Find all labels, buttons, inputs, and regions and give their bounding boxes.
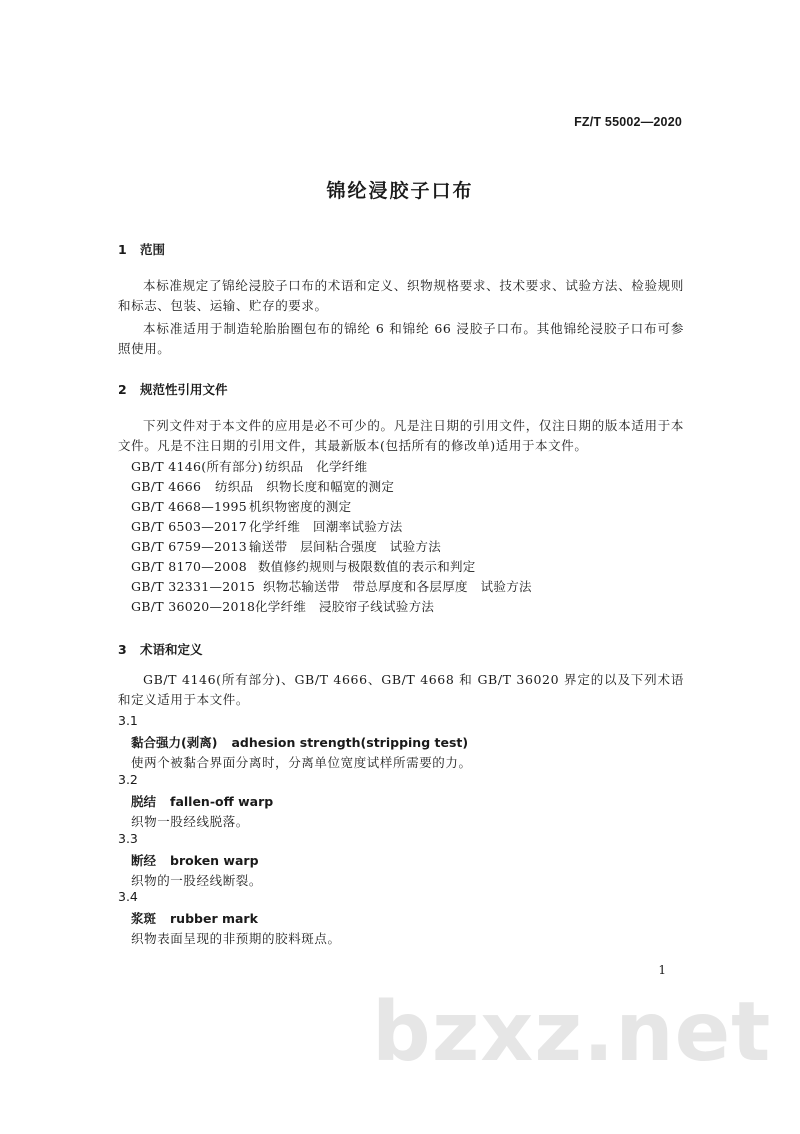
scope-paragraph-2: 本标准适用于制造轮胎胎圈包布的锦纶 6 和锦纶 66 浸胶子口布。其他锦纶浸胶子口布可参照使用。: [118, 321, 684, 356]
section-number: 2: [118, 382, 127, 397]
page-number: 1: [658, 963, 666, 977]
section-title: 规范性引用文件: [140, 382, 228, 397]
site-watermark: bzxz.net: [372, 985, 772, 1080]
section-number: 3: [118, 642, 127, 657]
section-heading-terms: [118, 640, 203, 658]
refs-intro: 下列文件对于本文件的应用是必不可少的。凡是注日期的引用文件，仅注日期的版本适用于本文件。凡是不注日期的引用文件，其最新版本(包括所有的修改单)适用于本文件。: [118, 418, 684, 453]
reference-item: GB/T 36020—2018化学纤维 浸胶帘子线试验方法: [131, 599, 435, 614]
reference-item: GB/T 4668—1995 机织物密度的测定: [131, 499, 352, 514]
term-number: 3.3: [118, 831, 138, 846]
reference-item: GB/T 4146(所有部分) 纺织品 化学纤维: [131, 459, 368, 474]
terms-intro: GB/T 4146(所有部分)、GB/T 4666、GB/T 4668 和 GB/T 36020 界定的以及下列术语和定义适用于本文件。: [118, 672, 684, 707]
section-number: 1: [118, 242, 127, 257]
term-definition: 织物表面呈现的非预期的胶料斑点。: [131, 931, 341, 946]
reference-item: GB/T 8170—2008 数值修约规则与极限数值的表示和判定: [131, 559, 476, 574]
term-name: 脱结 fallen-off warp: [131, 794, 274, 809]
term-definition: 使两个被黏合界面分离时，分离单位宽度试样所需要的力。: [131, 755, 472, 770]
reference-item: GB/T 32331—2015 织物芯输送带 带总厚度和各层厚度 试验方法: [131, 579, 532, 594]
section-heading-refs: [118, 380, 228, 398]
term-definition: 织物一股经线脱落。: [131, 814, 249, 829]
section-title: 范围: [140, 242, 166, 257]
term-number: 3.1: [118, 713, 138, 728]
document-title: 锦纶浸胶子口布: [326, 180, 474, 202]
term-definition: 织物的一股经线断裂。: [131, 873, 263, 888]
term-name: 断经 broken warp: [131, 853, 259, 868]
standard-code: FZ/T 55002—2020: [574, 115, 682, 129]
reference-item: GB/T 4666 纺织品 织物长度和幅宽的测定: [131, 479, 395, 494]
term-name: 浆斑 rubber mark: [131, 911, 258, 926]
scope-paragraph-1: 本标准规定了锦纶浸胶子口布的术语和定义、织物规格要求、技术要求、试验方法、检验规则和标志、包装、运输、贮存的要求。: [118, 278, 684, 313]
section-heading-scope: [118, 240, 165, 258]
reference-item: GB/T 6503—2017 化学纤维 回潮率试验方法: [131, 519, 403, 534]
section-title: 术语和定义: [140, 642, 203, 657]
reference-item: GB/T 6759—2013 输送带 层间粘合强度 试验方法: [131, 539, 442, 554]
term-number: 3.2: [118, 772, 138, 787]
term-name: 黏合强力(剥离) adhesion strength(stripping test): [131, 735, 469, 750]
term-number: 3.4: [118, 889, 138, 904]
